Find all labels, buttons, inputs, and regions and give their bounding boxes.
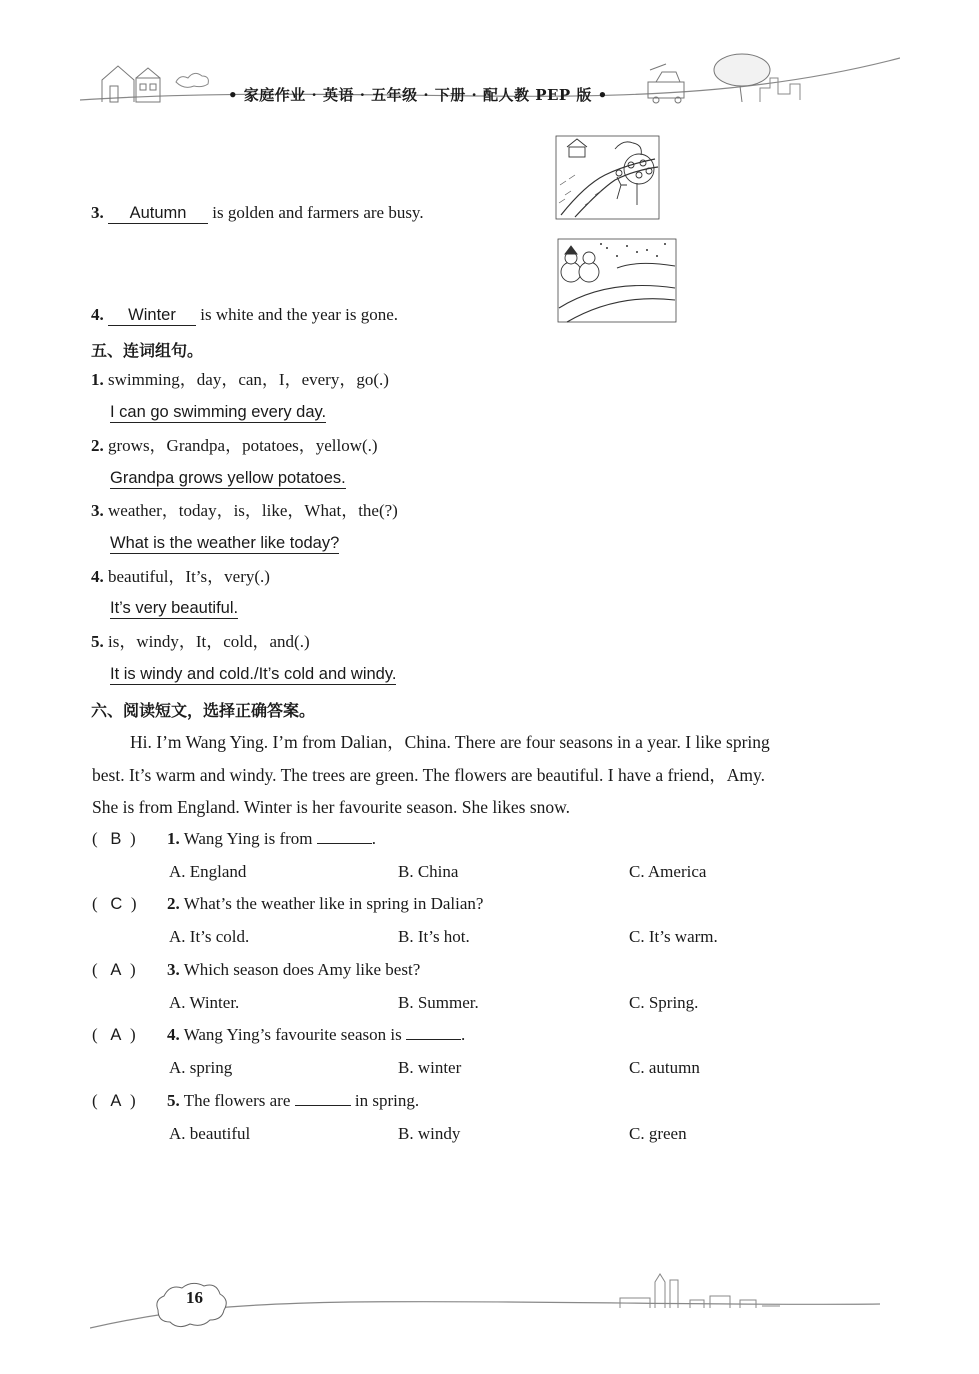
question-number: 1. <box>167 829 180 848</box>
question-blank <box>406 1039 461 1040</box>
question-row: ( A ) 3. Which season does Amy like best? <box>92 960 421 979</box>
option-a[interactable]: A. England <box>169 862 247 881</box>
word-order-item <box>91 632 310 652</box>
reading-passage <box>92 726 892 824</box>
cloud-icon <box>176 73 208 87</box>
question-row: ( B ) 1. Wang Ying is from . <box>92 829 376 848</box>
passage-line: Hi. I’m Wang Ying. I’m from Dalian，China. There are four seasons in a year. I like spring <box>130 732 770 752</box>
footer-decoration <box>90 1270 890 1340</box>
word-order-item <box>91 501 398 521</box>
option-a[interactable]: A. Winter. <box>169 993 240 1012</box>
question-text-end: . <box>460 1025 466 1044</box>
option-a[interactable]: A. beautiful <box>169 1124 251 1143</box>
answer-choice[interactable]: B <box>110 830 122 848</box>
item-number: 4. <box>91 305 104 324</box>
question-text: Which season does Amy like best? <box>183 960 421 979</box>
answer-choice[interactable]: A <box>110 1092 122 1110</box>
option-c[interactable]: C. Spring. <box>629 993 699 1012</box>
option-c[interactable]: C. autumn <box>629 1058 700 1077</box>
page-number: 16 <box>186 1288 203 1307</box>
word-order-item <box>91 567 270 587</box>
fill-in-item-3 <box>91 203 424 224</box>
option-b[interactable]: B. Summer. <box>398 993 479 1012</box>
car-icon <box>648 64 684 103</box>
option-c[interactable]: C. It’s warm. <box>629 927 718 946</box>
word-order-item <box>91 436 378 456</box>
answer-choice[interactable]: A <box>110 1026 122 1044</box>
item-number: 5. <box>91 632 104 651</box>
item-number: 2. <box>91 436 104 455</box>
question-text: Wang Ying is from <box>183 829 313 848</box>
question-number: 2. <box>167 894 180 913</box>
item-number: 4. <box>91 567 104 586</box>
sentence-answer[interactable]: It’s very beautiful. <box>110 599 239 617</box>
sentence-text: is golden and farmers are busy. <box>212 203 424 222</box>
question-blank <box>295 1105 351 1106</box>
section-5-title: 五、连词组句。 <box>91 341 204 360</box>
sentence-answer[interactable]: Grandpa grows yellow potatoes. <box>110 469 346 487</box>
item-number: 1. <box>91 370 104 389</box>
item-number: 3. <box>91 203 104 222</box>
option-a[interactable]: A. spring <box>169 1058 233 1077</box>
option-b[interactable]: B. winter <box>398 1058 462 1077</box>
question-text-end: in spring. <box>354 1091 420 1110</box>
tree-icon <box>714 54 770 102</box>
option-b[interactable]: B. It’s hot. <box>398 927 470 946</box>
option-a[interactable]: A. It’s cold. <box>169 927 250 946</box>
scrambled-words: is，windy，It，cold，and(.) <box>108 632 310 651</box>
option-c[interactable]: C. America <box>629 862 707 881</box>
question-number: 4. <box>167 1025 180 1044</box>
passage-line: best. It’s warm and windy. The trees are green. The flowers are beautiful. I have a friend，Amy. <box>92 764 766 785</box>
sentence-answer[interactable]: It is windy and cold./It’s cold and windy. <box>110 665 397 683</box>
sentence-answer[interactable]: What is the weather like today? <box>110 534 340 552</box>
question-text: The flowers are <box>183 1091 291 1110</box>
scrambled-words: beautiful，It’s，very(.) <box>108 567 270 586</box>
question-number: 5. <box>167 1091 180 1110</box>
question-row: ( A ) 5. The flowers are in spring. <box>92 1091 420 1110</box>
question-blank <box>317 843 372 844</box>
question-row: ( C ) 2. What’s the weather like in spring in Dalian? <box>92 894 484 913</box>
fill-in-item-4 <box>91 305 398 326</box>
question-text: Wang Ying’s favourite season is <box>183 1025 402 1044</box>
option-c[interactable]: C. green <box>629 1124 687 1143</box>
scrambled-words: swimming，day，can，I，every，go(.) <box>108 370 389 389</box>
winter-scene-illustration <box>557 238 677 323</box>
autumn-scene-illustration <box>555 135 660 220</box>
question-number: 3. <box>167 960 180 979</box>
passage-line: She is from England. Winter is her favourite season. She likes snow. <box>92 797 571 817</box>
sentence-answer[interactable]: I can go swimming every day. <box>110 403 327 421</box>
answer-blank[interactable]: Winter <box>108 305 196 326</box>
section-6-title: 六、阅读短文，选择正确答案。 <box>91 701 316 720</box>
option-b[interactable]: B. windy <box>398 1124 461 1143</box>
scrambled-words: grows，Grandpa，potatoes，yellow(.) <box>108 436 378 455</box>
question-row: ( A ) 4. Wang Ying’s favourite season is . <box>92 1025 466 1044</box>
word-order-item <box>91 370 389 390</box>
sentence-text: is white and the year is gone. <box>200 305 399 324</box>
answer-choice[interactable]: C <box>110 895 123 913</box>
scrambled-words: weather，today，is，like，What，the(?) <box>108 501 398 520</box>
question-text: What’s the weather like in spring in Dalian? <box>183 894 484 913</box>
answer-choice[interactable]: A <box>110 961 122 979</box>
answer-blank[interactable]: Autumn <box>108 203 208 224</box>
option-b[interactable]: B. China <box>398 862 459 881</box>
header-title: • 家庭作业 · 英语 · 五年级 · 下册 · 配人教 PEP 版 • <box>228 86 608 104</box>
item-number: 3. <box>91 501 104 520</box>
question-text-end: . <box>371 829 376 848</box>
